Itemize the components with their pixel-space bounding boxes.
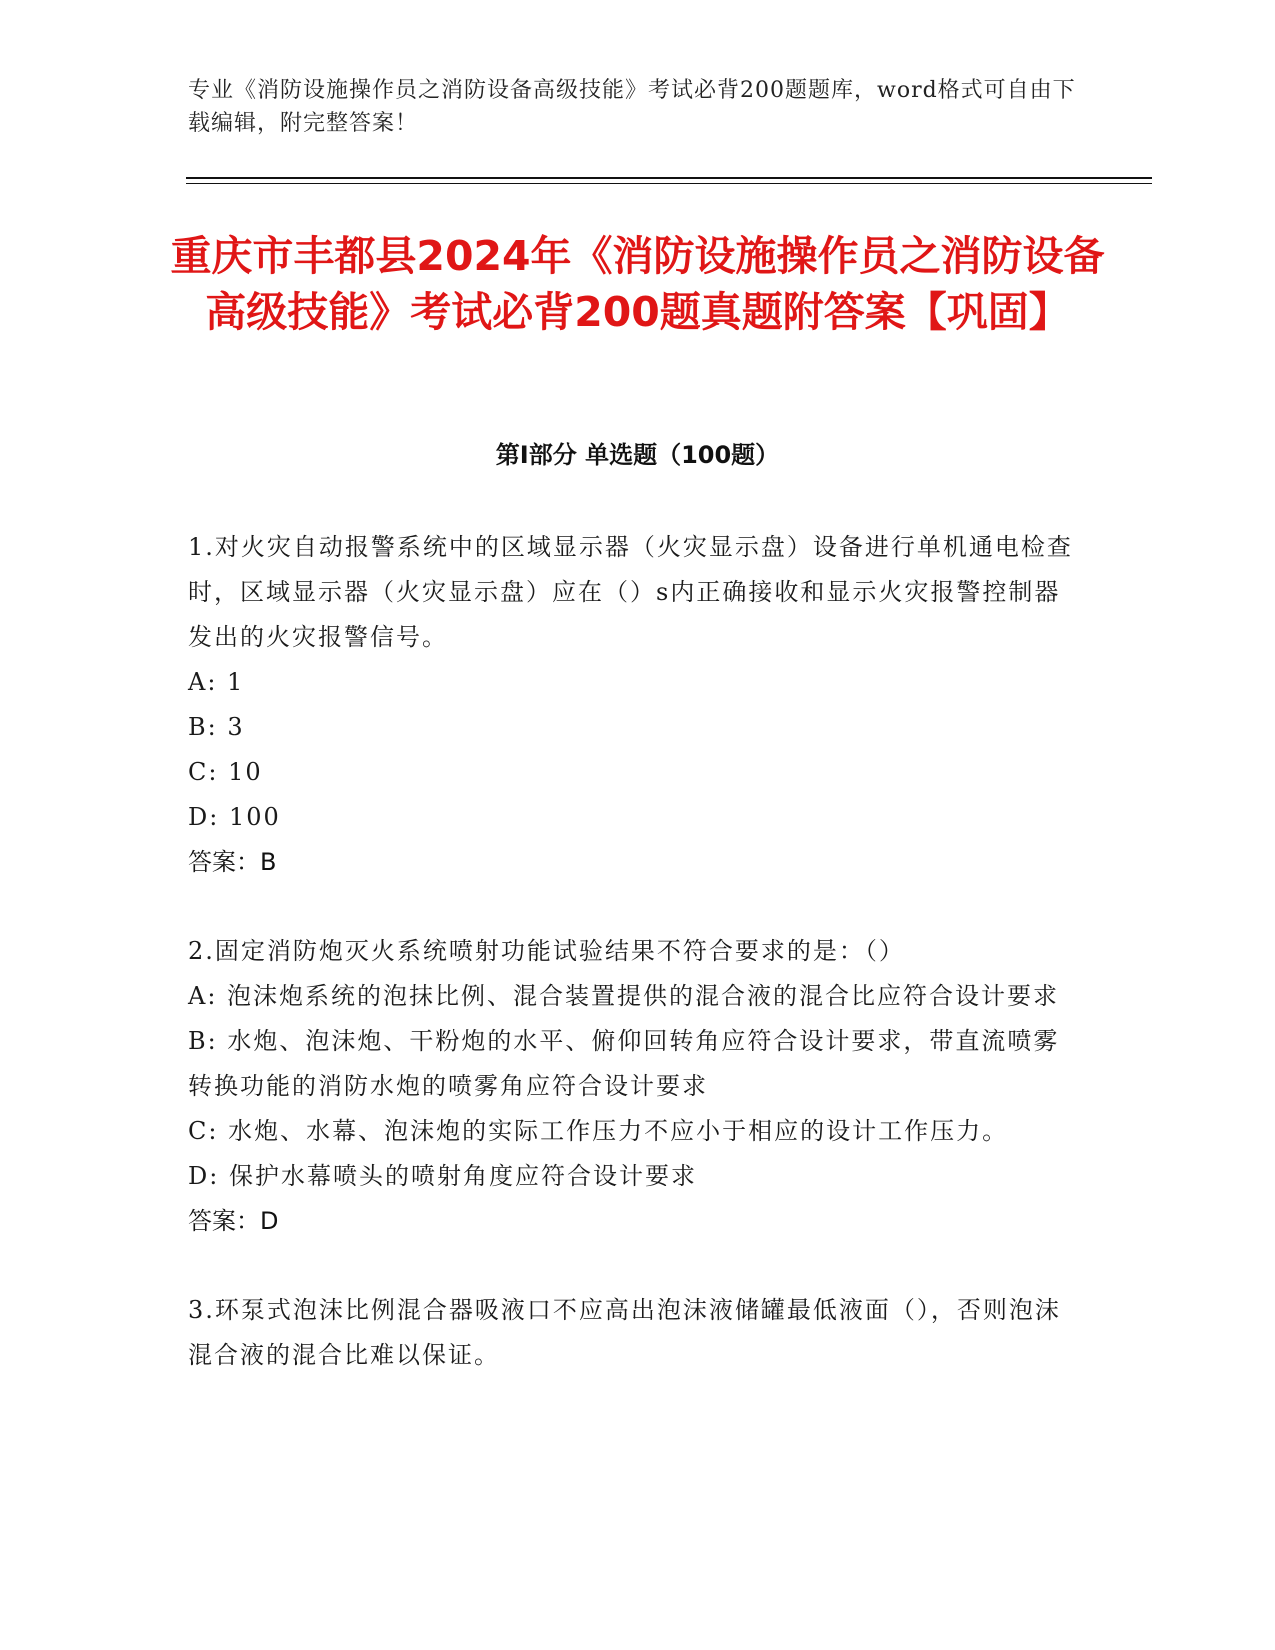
answer: 答案：B: [188, 848, 277, 876]
document-title: 重庆市丰都县2024年《消防设施操作员之消防设备高级技能》考试必背200题真题附答案【巩固】: [170, 232, 1105, 336]
option-c: C: 水炮、水幕、泡沫炮的实际工作压力不应小于相应的设计工作压力。: [188, 1117, 1009, 1145]
option-b: B: 水炮、泡沫炮、干粉炮的水平、俯仰回转角应符合设计要求，带直流喷雾转换功能的消防水炮的喷雾角应符合设计要求: [188, 1027, 1060, 1100]
header-note: 专业《消防设施操作员之消防设备高级技能》考试必背200题题库，word格式可自由下载编辑，附完整答案！: [188, 78, 1076, 136]
header-divider-thin: [186, 183, 1152, 184]
option-d: D: 100: [188, 803, 281, 831]
question-1: [188, 525, 1078, 885]
question-3: [188, 1288, 1078, 1378]
question-text: 2.固定消防炮灭火系统喷射功能试验结果不符合要求的是：（）: [188, 937, 905, 965]
question-2: [188, 929, 1078, 1244]
option-a: A: 1: [188, 668, 245, 696]
answer: 答案：D: [188, 1207, 279, 1235]
question-list: [188, 525, 1078, 1378]
option-d: D: 保护水幕喷头的喷射角度应符合设计要求: [188, 1162, 697, 1190]
option-a: A: 泡沫炮系统的泡抹比例、混合装置提供的混合液的混合比应符合设计要求: [188, 982, 1060, 1010]
option-b: B: 3: [188, 713, 245, 741]
header-divider-thick: [186, 177, 1152, 179]
section-heading: 第I部分 单选题（100题）: [495, 441, 780, 469]
question-text: 3.环泵式泡沫比例混合器吸液口不应高出泡沫液储罐最低液面（），否则泡沫混合液的混合比难以保证。: [188, 1296, 1061, 1369]
question-text: 1.对火灾自动报警系统中的区域显示器（火灾显示盘）设备进行单机通电检查时，区域显示器（火灾显示盘）应在（）s内正确接收和显示火灾报警控制器发出的火灾报警信号。: [188, 533, 1073, 651]
option-c: C: 10: [188, 758, 263, 786]
